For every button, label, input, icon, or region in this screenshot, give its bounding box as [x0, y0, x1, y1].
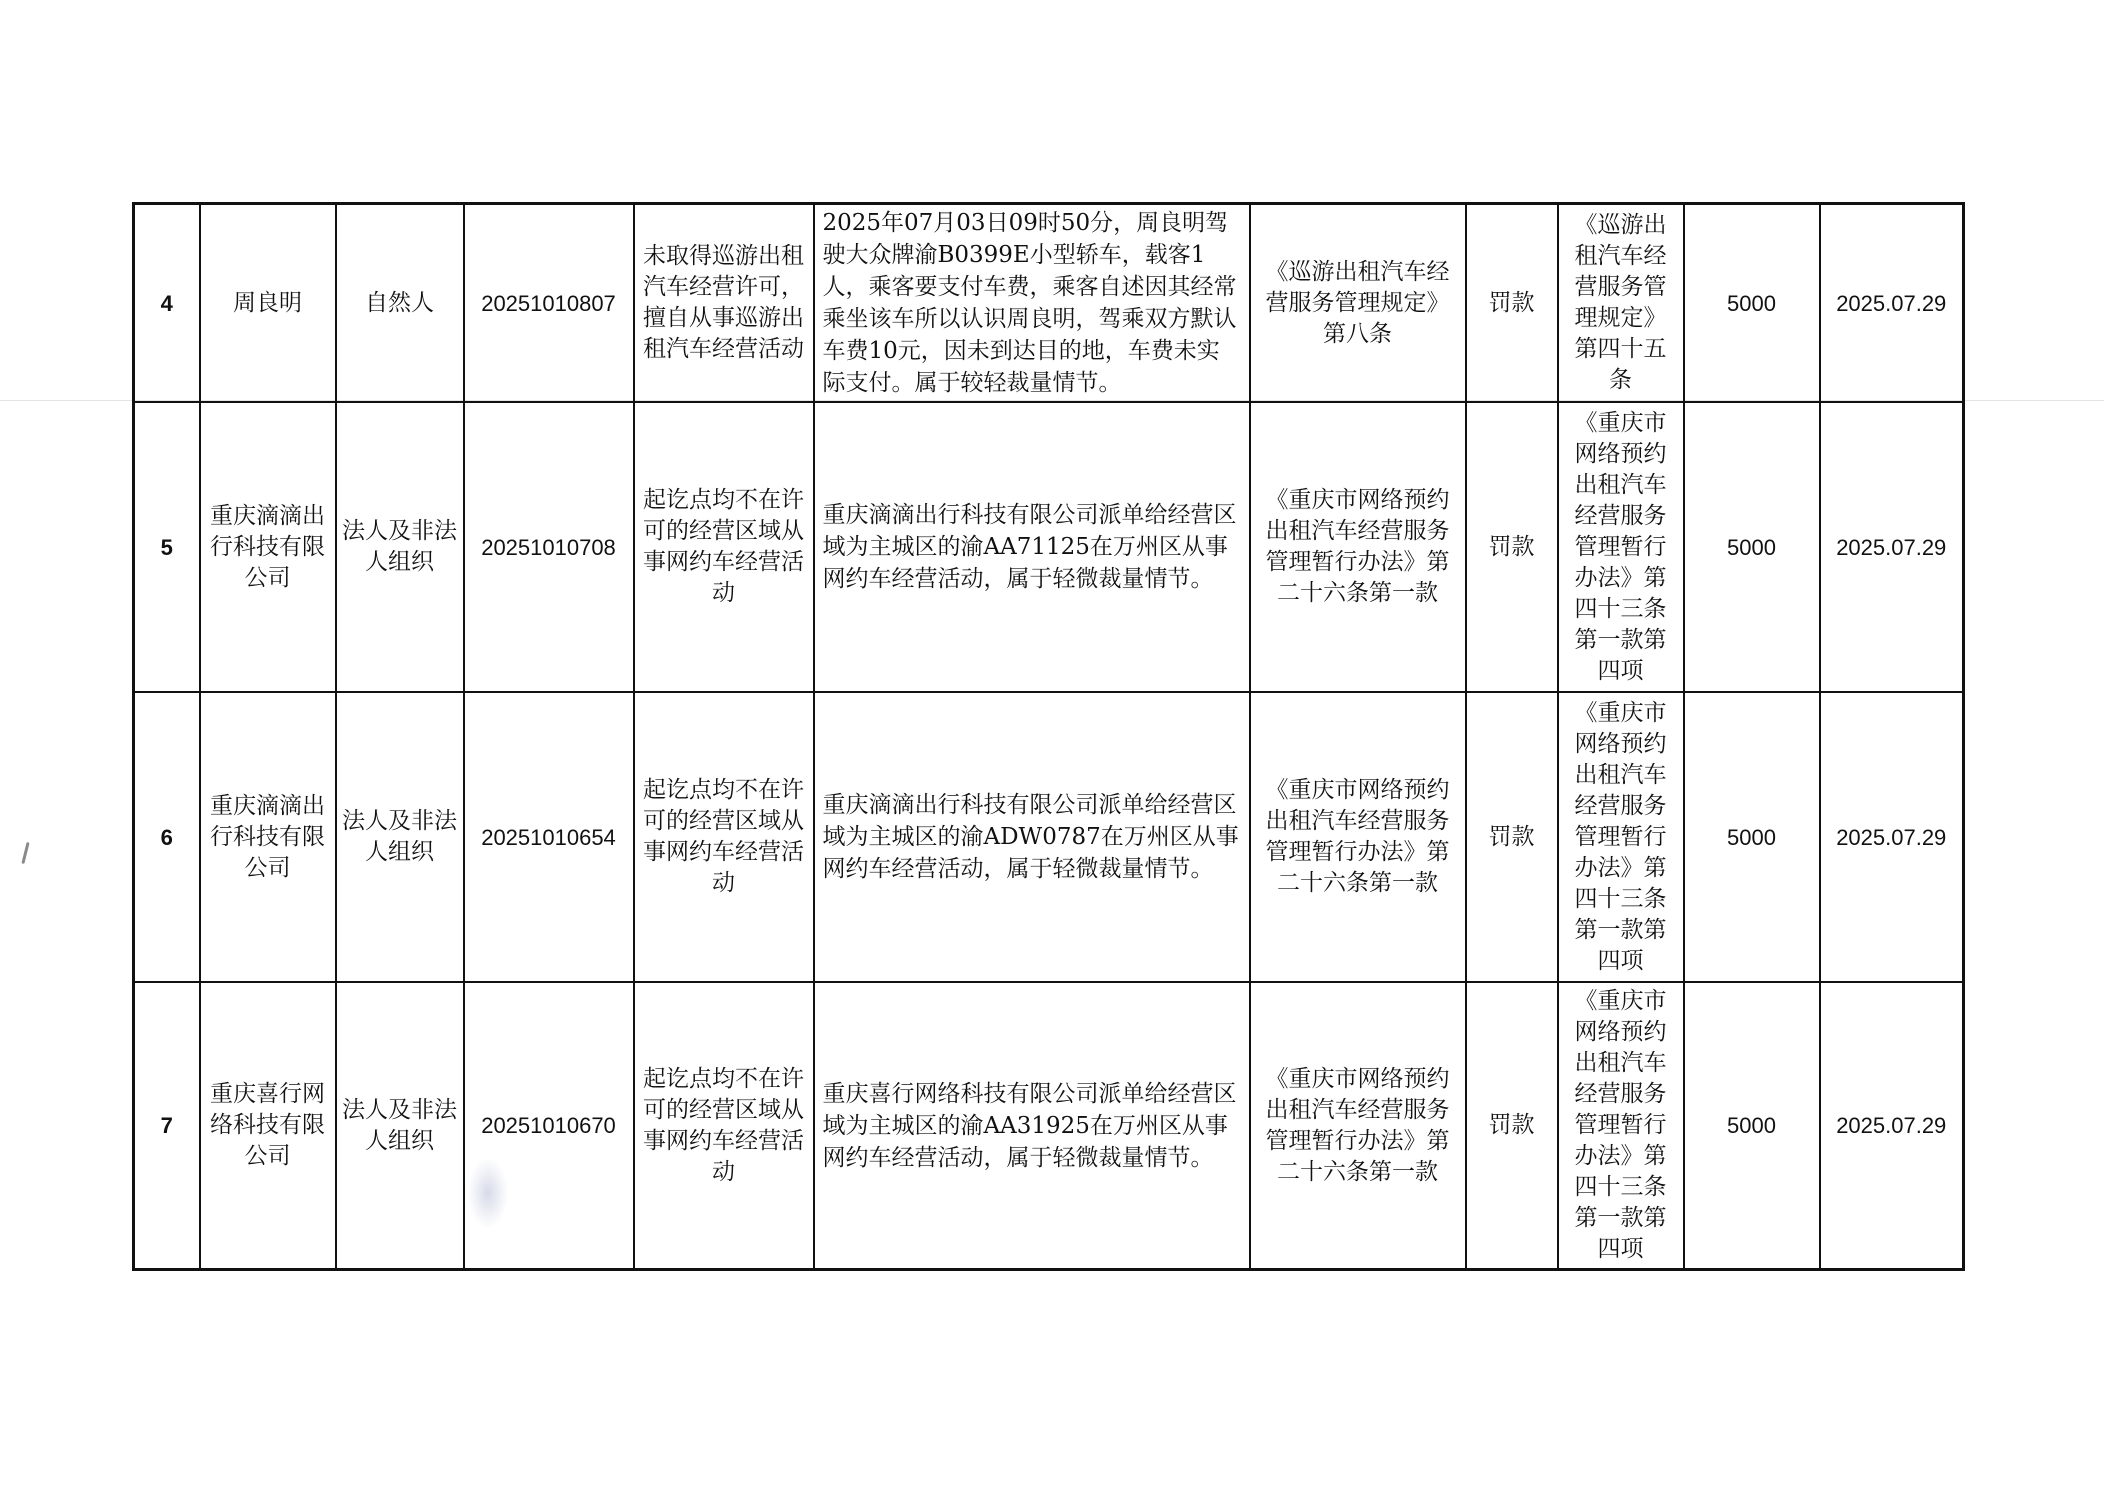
violation-facts: 重庆滴滴出行科技有限公司派单给经营区域为主城区的渝AA71125在万州区从事网约车经营活动，属于轻微裁量情节。: [814, 402, 1250, 692]
party-name: 重庆滴滴出行科技有限公司: [200, 692, 336, 982]
penalty-type: 罚款: [1466, 402, 1558, 692]
violated-basis: 《重庆市网络预约出租汽车经营服务管理暂行办法》第二十六条第一款: [1250, 402, 1466, 692]
case-number: 20251010654: [464, 692, 634, 982]
party-type: 法人及非法人组织: [336, 982, 464, 1270]
decision-date: 2025.07.29: [1820, 692, 1964, 982]
row-number: 7: [134, 982, 200, 1270]
decision-date: 2025.07.29: [1820, 982, 1964, 1270]
party-name: 周良明: [200, 204, 336, 403]
party-name: 重庆滴滴出行科技有限公司: [200, 402, 336, 692]
violated-basis: 《巡游出租汽车经营服务管理规定》第八条: [1250, 204, 1466, 403]
penalty-basis: 《重庆市网络预约出租汽车经营服务管理暂行办法》第四十三条第一款第四项: [1558, 692, 1684, 982]
violation-facts: 2025年07月03日09时50分，周良明驾驶大众牌渝B0399E小型轿车，载客1人，乘客要支付车费，乘客自述因其经常乘坐该车所以认识周良明，驾乘双方默认车费10元，因未到达目的地，车费未实际支付。属于较轻裁量情节。: [814, 204, 1250, 403]
party-name: 重庆喜行网络科技有限公司: [200, 982, 336, 1270]
table-row: [134, 402, 1964, 692]
violation-facts: 重庆喜行网络科技有限公司派单给经营区域为主城区的渝AA31925在万州区从事网约车经营活动，属于轻微裁量情节。: [814, 982, 1250, 1270]
violation-type: 起讫点均不在许可的经营区域从事网约车经营活动: [634, 402, 814, 692]
penalty-type: 罚款: [1466, 204, 1558, 403]
violation-type: 未取得巡游出租汽车经营许可，擅自从事巡游出租汽车经营活动: [634, 204, 814, 403]
violation-type: 起讫点均不在许可的经营区域从事网约车经营活动: [634, 982, 814, 1270]
case-number: 20251010670: [464, 982, 634, 1270]
row-number: 4: [134, 204, 200, 403]
penalty-table: [132, 202, 1965, 1271]
case-number: 20251010807: [464, 204, 634, 403]
table-row: [134, 692, 1964, 982]
violation-facts: 重庆滴滴出行科技有限公司派单给经营区域为主城区的渝ADW0787在万州区从事网约车经营活动，属于轻微裁量情节。: [814, 692, 1250, 982]
decision-date: 2025.07.29: [1820, 402, 1964, 692]
row-number: 5: [134, 402, 200, 692]
penalty-amount: 5000: [1684, 402, 1820, 692]
violated-basis: 《重庆市网络预约出租汽车经营服务管理暂行办法》第二十六条第一款: [1250, 692, 1466, 982]
party-type: 自然人: [336, 204, 464, 403]
case-number: 20251010708: [464, 402, 634, 692]
penalty-amount: 5000: [1684, 204, 1820, 403]
scan-speck: [21, 842, 29, 864]
penalty-basis: 《重庆市网络预约出租汽车经营服务管理暂行办法》第四十三条第一款第四项: [1558, 982, 1684, 1270]
penalty-type: 罚款: [1466, 692, 1558, 982]
penalty-basis: 《巡游出租汽车经营服务管理规定》第四十五条: [1558, 204, 1684, 403]
penalty-type: 罚款: [1466, 982, 1558, 1270]
table-row: [134, 982, 1964, 1270]
party-type: 法人及非法人组织: [336, 402, 464, 692]
penalty-basis: 《重庆市网络预约出租汽车经营服务管理暂行办法》第四十三条第一款第四项: [1558, 402, 1684, 692]
table-row: [134, 204, 1964, 403]
violated-basis: 《重庆市网络预约出租汽车经营服务管理暂行办法》第二十六条第一款: [1250, 982, 1466, 1270]
penalty-amount: 5000: [1684, 692, 1820, 982]
penalty-amount: 5000: [1684, 982, 1820, 1270]
violation-type: 起讫点均不在许可的经营区域从事网约车经营活动: [634, 692, 814, 982]
decision-date: 2025.07.29: [1820, 204, 1964, 403]
party-type: 法人及非法人组织: [336, 692, 464, 982]
row-number: 6: [134, 692, 200, 982]
